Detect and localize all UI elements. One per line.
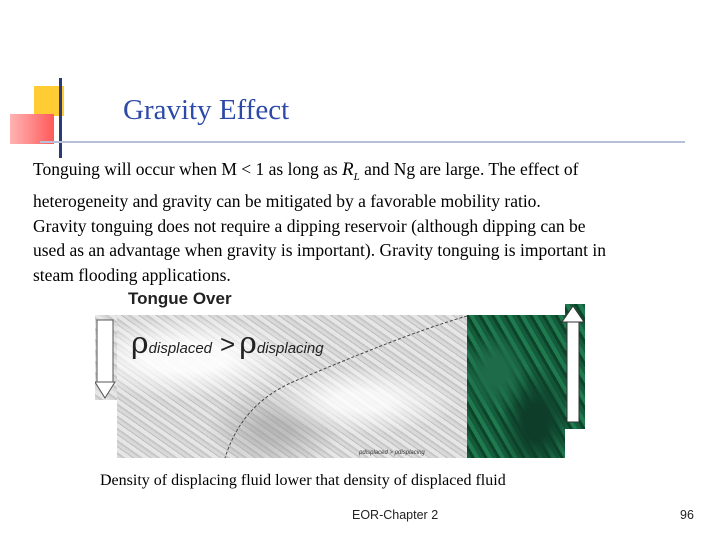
footer-chapter: EOR-Chapter 2	[352, 508, 439, 522]
small-density-label: ρdisplaced > ρdisplacing	[359, 450, 425, 456]
title-underline	[40, 141, 685, 143]
rl-symbol-letter: R	[342, 159, 354, 180]
body-line-5: steam flooding applications.	[33, 264, 231, 285]
density-inequality	[131, 326, 324, 361]
subscript-displaced: displaced	[148, 340, 213, 357]
interface-diagram	[95, 286, 587, 458]
figure-caption: Density of displacing fluid lower that density of displaced fluid	[100, 472, 506, 489]
body-line-1-start: Tonguing will occur when M < 1 as long as	[33, 159, 343, 179]
slide-title: Gravity Effect	[123, 94, 290, 126]
body-line-1	[33, 157, 693, 189]
greater-than-sign: >	[220, 329, 236, 359]
title-decoration-vertical-line	[59, 78, 62, 158]
down-arrow-icon	[95, 320, 115, 398]
rho-displaced: ρ	[131, 326, 149, 361]
body-line-2: heterogeneity and gravity can be mitigated by a favorable mobility ratio.	[33, 191, 541, 212]
page-number: 96	[680, 508, 694, 522]
body-line-3: Gravity tonguing does not require a dipping reservoir (although dipping can be	[33, 215, 586, 236]
body-line-4: used as an advantage when gravity is important). Gravity tonguing is important in	[33, 240, 607, 261]
subscript-displacing: displacing	[256, 340, 324, 357]
body-line-1-end: and Ng are large. The effect of	[359, 159, 579, 179]
rho-displacing: ρ	[239, 326, 257, 361]
up-arrow-icon	[562, 306, 584, 422]
figure-title: Tongue Over	[128, 289, 232, 308]
title-decoration-red	[10, 114, 54, 144]
rl-symbol-subscript: L	[353, 170, 360, 183]
tongue-over-figure	[95, 286, 587, 458]
rl-symbol	[342, 159, 360, 183]
slide-body	[33, 157, 693, 287]
